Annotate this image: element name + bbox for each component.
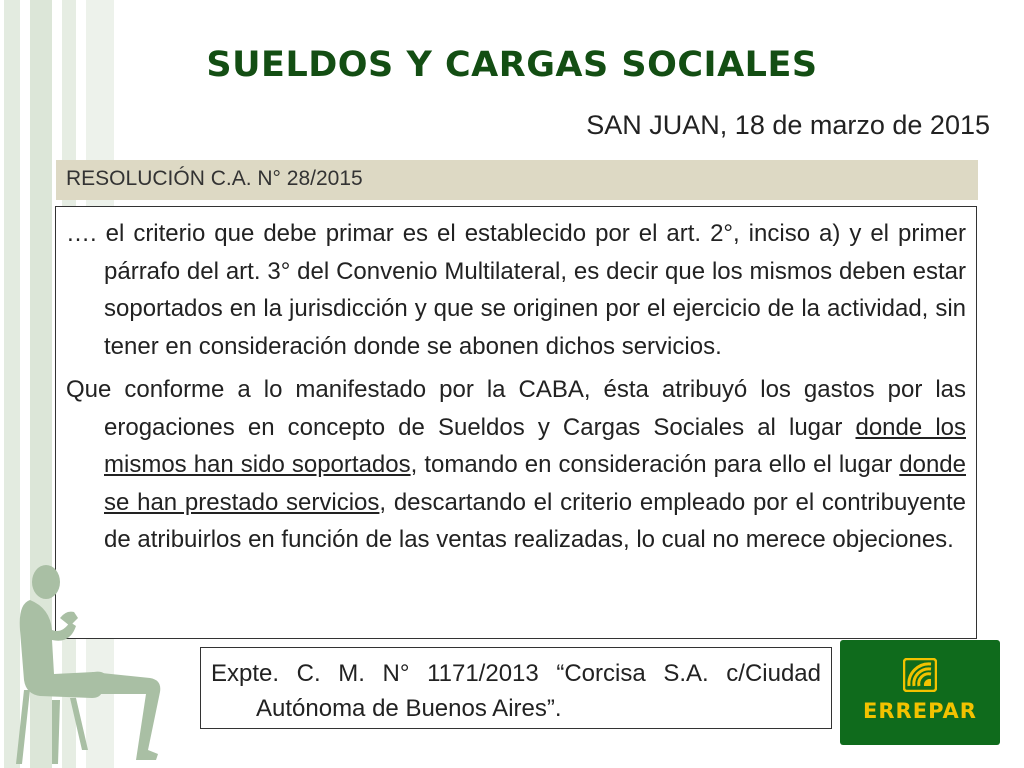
- expediente-text: Expte. C. M. N° 1171/2013 “Corcisa S.A. c/Ciudad Autónoma de Buenos Aires”.: [211, 660, 821, 722]
- errepar-logo: [840, 640, 1000, 745]
- resolution-bar: [56, 160, 978, 200]
- underlined-phrase-2: donde se han prestado servicios: [104, 451, 966, 516]
- paragraph-2: [66, 371, 966, 559]
- slide-title: SUELDOS Y CARGAS SOCIALES: [206, 45, 818, 85]
- slide-date: SAN JUAN, 18 de marzo de 2015: [586, 110, 990, 140]
- resolution-label: RESOLUCIÓN C.A. N° 28/2015: [66, 167, 363, 190]
- expediente-box: [200, 647, 832, 729]
- seated-person-illustration: [0, 560, 200, 768]
- logo-wordmark: ERREPAR: [863, 699, 977, 723]
- sun-icon: [903, 658, 937, 692]
- paragraph-2-part-1: Que conforme a lo manifestado por la CABA, ésta atribuyó los gastos por las erogaciones en concepto de Sueldos y Cargas Sociales al lugar: [66, 376, 966, 441]
- underlined-phrase-1: donde los mismos han sido soportados: [104, 413, 966, 478]
- paragraph-2-part-3: , descartando el criterio empleado por el contribuyente de atribuirlos en función de las ventas realizadas, lo cual no merece objeciones.: [104, 488, 966, 553]
- paragraph-2-part-2: , tomando en consideración para ello el lugar: [410, 451, 900, 478]
- paragraph-1: …. el criterio que debe primar es el establecido por el art. 2°, inciso a) y el primer párrafo del art. 3° del Convenio Multilateral, es decir que los mismos deben estar soportados en la jurisdicción y que se originen por el ejercicio de la actividad, sin tener en consideración donde se abonen dichos servicios.: [66, 220, 966, 360]
